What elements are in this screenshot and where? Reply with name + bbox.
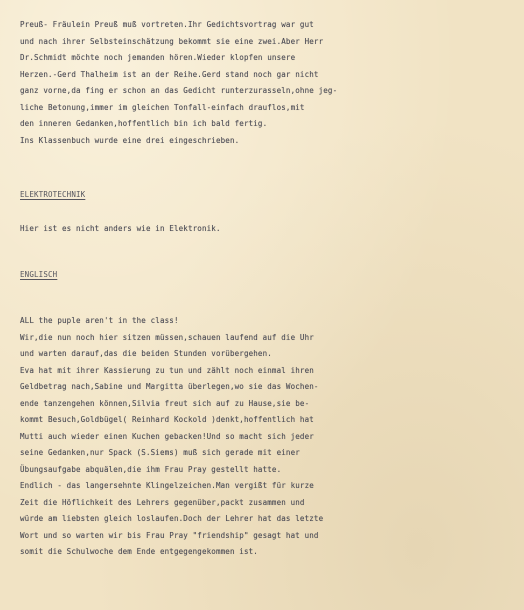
paragraph-gedichtsvortrag <box>20 17 515 149</box>
text-line: Übungsaufgabe abquälen,die ihm Frau Pray gestellt hatte. <box>20 464 282 474</box>
paragraph-elektrotechnik <box>20 221 515 238</box>
text-line: ende tanzengehen können,Silvia freut sich auf zu Hause,sie be- <box>20 398 310 408</box>
text-line: Zeit die Höflichkeit des Lehrers gegenüber,packt zusammen und <box>20 497 305 507</box>
heading-englisch: ENGLISCH <box>20 270 58 279</box>
text-line: würde am liebsten gleich loslaufen.Doch der Lehrer hat das letzte <box>20 514 324 523</box>
text-line: Wort und so warten wir bis Frau Pray "friendship" gesagt hat und <box>20 530 319 540</box>
text-line: Preuß- Fräulein Preuß muß vortreten.Ihr Gedichtsvortrag war gut <box>20 20 314 29</box>
text-line: somit die Schulwoche dem Ende entgegengekommen ist. <box>20 547 258 556</box>
text-line: und warten darauf,das die beiden Stunden vorübergehen. <box>20 349 272 358</box>
text-line: ALL the puple aren't in the class! <box>20 316 179 325</box>
text-line: Dr.Schmidt möchte noch jemanden hören.Wieder klopfen unsere <box>20 53 296 62</box>
text-line: ganz vorne,da fing er schon an das Gedicht runterzurasseln,ohne jeg- <box>20 86 338 95</box>
text-line: Ins Klassenbuch wurde eine drei eingeschrieben. <box>20 135 240 145</box>
text-line: Endlich - das langersehnte Klingelzeichen.Man vergißt für kurze <box>20 481 314 490</box>
paragraph-englisch <box>20 313 515 561</box>
text-line: Geldbetrag nach,Sabine und Margitta überlegen,wo sie das Wochen- <box>20 382 319 391</box>
text-line: Mutti auch wieder einen Kuchen gebacken!Und so macht sich jeder <box>20 431 314 441</box>
text-line: Herzen.-Gerd Thalheim ist an der Reihe.Gerd stand noch gar nicht <box>20 69 319 79</box>
text-line: liche Betonung,immer im gleichen Tonfall-einfach drauflos,mit <box>20 102 305 112</box>
text-line: den inneren Gedanken,hoffentlich bin ich bald fertig. <box>20 119 268 128</box>
text-line: Wir,die nun noch hier sitzen müssen,schauen laufend auf die Uhr <box>20 332 314 342</box>
text-line: Hier ist es nicht anders wie in Elektronik. <box>20 224 221 233</box>
text-line: Eva hat mit ihrer Kassierung zu tun und zählt noch einmal ihren <box>20 365 314 375</box>
heading-elektrotechnik: ELEKTROTECHNIK <box>20 190 86 199</box>
text-line: und nach ihrer Selbsteinschätzung bekommt sie eine zwei.Aber Herr <box>20 36 324 46</box>
text-line: seine Gedanken,nur Spack (S.Siems) muß sich gerade mit einer <box>20 448 300 457</box>
text-line: kommt Besuch,Goldbügel( Reinhard Kockold )denkt,hoffentlich hat <box>20 415 314 424</box>
